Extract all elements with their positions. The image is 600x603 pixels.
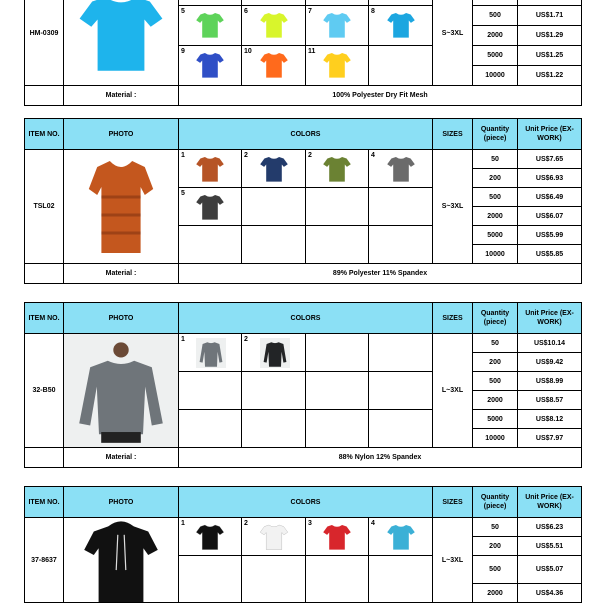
color-cell: 7 [306,6,369,46]
qty-cell: 200 [473,537,518,556]
color-cell [306,334,369,372]
header-quantity: Quantity (piece) [473,487,518,518]
header-item-no: ITEM NO. [25,119,64,150]
product-photo [64,334,179,448]
header-sizes: SIZES [433,119,473,150]
price-cell: US$4.36 [518,584,582,603]
qty-cell: 50 [473,150,518,169]
tshirt-swatch-icon [195,50,225,80]
tshirt-swatch-icon [386,0,416,1]
qty-cell: 200 [473,353,518,372]
material-label: Material : [64,448,179,468]
tshirt-swatch-icon [259,154,289,184]
product-table-378637 [24,486,582,603]
price-cell: US$7.97 [518,429,582,448]
color-cell: 1 [179,334,242,372]
header-photo: PHOTO [64,487,179,518]
header-quantity: Quantity (piece) [473,119,518,150]
price-cell: US$1.71 [518,6,582,26]
sizes: S~3XL [433,0,473,86]
tshirt-photo-icon [76,0,166,79]
color-cell: 2 [242,334,306,372]
color-cell [242,188,306,226]
sizes: L~3XL [433,518,473,603]
header-colors: COLORS [179,119,433,150]
model-photo-icon [66,337,176,445]
qty-cell: 200 [473,169,518,188]
color-cell: 4 [369,150,433,188]
color-cell: 9 [179,46,242,86]
price-cell: US$8.57 [518,391,582,410]
tshirt-photo-icon [86,157,156,257]
tshirt-swatch-icon [322,522,352,552]
price-cell: US$5.07 [518,556,582,584]
material-value: 88% Nylon 12% Spandex [179,448,582,468]
tshirt-swatch-icon [322,50,352,80]
qty-cell: 50 [473,518,518,537]
qty-cell: 500 [473,556,518,584]
item-no: 32-B50 [25,334,64,448]
color-cell: 11 [306,46,369,86]
color-cell: 2 [242,518,306,556]
material-label: Material : [64,86,179,106]
tshirt-swatch-icon [195,10,225,40]
qty-cell: 5000 [473,410,518,429]
price-cell: US$8.99 [518,372,582,391]
product-photo [64,150,179,264]
header-item-no: ITEM NO. [25,303,64,334]
qty-cell: 50 [473,334,518,353]
color-cell [306,188,369,226]
material-value: 100% Polyester Dry Fit Mesh [179,86,582,106]
header-photo: PHOTO [64,303,179,334]
material-label: Material : [64,264,179,284]
product-photo [64,518,179,603]
color-cell [369,46,433,86]
price-cell: US$6.07 [518,207,582,226]
item-no: 37-8637 [25,518,64,603]
tshirt-swatch-icon [195,0,225,1]
tshirt-swatch-icon [259,522,289,552]
tshirt-swatch-icon [259,10,289,40]
price-cell: US$6.23 [518,518,582,537]
tshirt-swatch-icon [386,10,416,40]
header-colors: COLORS [179,487,433,518]
color-cell [369,334,433,372]
header-item-no: ITEM NO. [25,487,64,518]
header-unit-price: Unit Price (EX-WORK) [518,487,582,518]
tshirt-swatch-icon [195,192,225,222]
color-cell: 10 [242,46,306,86]
header-sizes: SIZES [433,303,473,334]
price-cell: US$5.51 [518,537,582,556]
color-cell: 1 [179,150,242,188]
price-cell: US$5.85 [518,245,582,264]
product-table-hm0309 [24,0,582,106]
tshirt-swatch-icon [259,0,289,1]
header-photo: PHOTO [64,119,179,150]
qty-cell: 5000 [473,46,518,66]
header-unit-price: Unit Price (EX-WORK) [518,119,582,150]
tshirt-swatch-icon [322,10,352,40]
sizes: L~3XL [433,334,473,448]
sizes: S~3XL [433,150,473,264]
tshirt-swatch-icon [322,0,352,1]
color-cell: 2 [242,150,306,188]
product-table-32b50 [24,302,582,468]
price-cell: US$1.29 [518,26,582,46]
qty-cell: 10000 [473,245,518,264]
header-unit-price: Unit Price (EX-WORK) [518,303,582,334]
tshirt-shape [80,0,163,71]
tshirt-swatch-icon [195,154,225,184]
price-cell: US$7.65 [518,150,582,169]
tshirt-shape [89,161,153,253]
jacket-swatch-icon [196,338,226,368]
color-cell: 6 [242,6,306,46]
tshirt-swatch-icon [386,522,416,552]
qty-cell: 2000 [473,207,518,226]
header-quantity: Quantity (piece) [473,303,518,334]
price-cell: US$1.25 [518,46,582,66]
color-cell: 4 [369,518,433,556]
header-colors: COLORS [179,303,433,334]
color-cell [369,188,433,226]
tshirt-swatch-icon [195,522,225,552]
tshirt-swatch-icon [386,154,416,184]
hoodie-shape [84,521,158,602]
qty-cell: 2000 [473,584,518,603]
qty-cell: 2000 [473,26,518,46]
color-cell: 5 [179,188,242,226]
price-cell: US$9.42 [518,353,582,372]
price-cell: US$10.14 [518,334,582,353]
qty-cell: 10000 [473,429,518,448]
qty-cell: 500 [473,372,518,391]
header-sizes: SIZES [433,487,473,518]
color-cell: 8 [369,6,433,46]
qty-cell: 5000 [473,226,518,245]
price-cell: US$6.93 [518,169,582,188]
hoodie-photo-icon [81,518,161,602]
price-cell: US$6.49 [518,188,582,207]
color-cell: 1 [179,518,242,556]
product-table-tsl02 [24,118,582,284]
jacket-shape [79,360,163,433]
qty-cell: 500 [473,188,518,207]
qty-cell: 500 [473,6,518,26]
price-cell: US$5.99 [518,226,582,245]
tshirt-swatch-icon [322,154,352,184]
price-cell: US$8.12 [518,410,582,429]
item-no: HM-0309 [25,0,64,86]
color-cell: 3 [306,518,369,556]
color-cell: 2 [306,150,369,188]
qty-cell: 2000 [473,391,518,410]
price-cell: US$1.22 [518,66,582,86]
material-value: 89% Polyester 11% Spandex [179,264,582,284]
tshirt-swatch-icon [259,50,289,80]
color-cell: 5 [179,6,242,46]
jacket-swatch-icon [260,338,290,368]
item-no: TSL02 [25,150,64,264]
qty-cell: 10000 [473,66,518,86]
product-photo [64,0,179,86]
